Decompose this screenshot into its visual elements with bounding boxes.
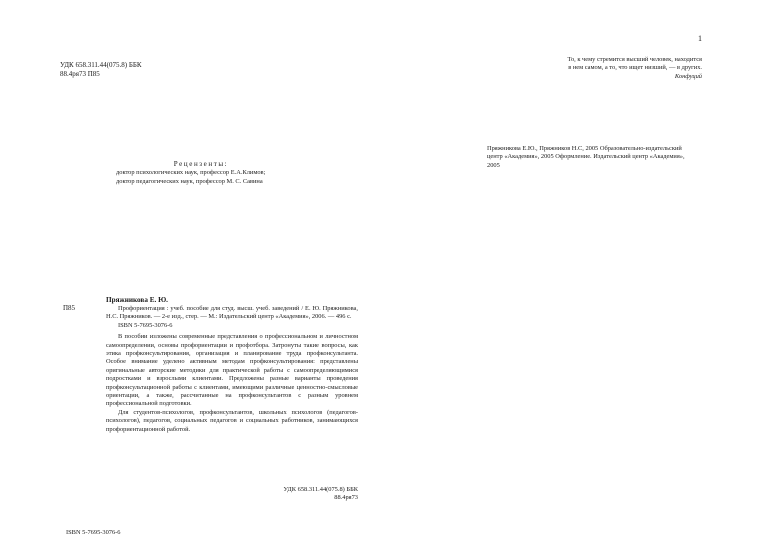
- epigraph-signature: Конфуций: [674, 72, 702, 80]
- card-author: Пряжникова Е. Ю.: [106, 296, 168, 304]
- reviewer-line: доктор психологических наук, профессор Е.А.Климов;: [116, 169, 266, 177]
- udk-header-line: 88.4ря73 П85: [60, 70, 100, 78]
- catalog-code: П85: [63, 304, 76, 312]
- udk-footer: [265, 486, 358, 503]
- catalog-card: [106, 296, 358, 434]
- udk-header: [60, 61, 142, 79]
- reviewer-line: доктор педагогических наук, профессор М. С. Савина: [116, 177, 263, 185]
- udk-footer-line: 88.4ря73: [334, 494, 358, 502]
- card-abstract: В пособии изложены современные представления о профессиональном и личностном самоопределении, основы профориентации и профотбора. Затронуты такие вопросы, как этика профконсультирования, организация и планирование труда профконсультанта. Особое внимание уделено активным методам профконсультирования: представлены оригинальные авторские методики для практической работы с самоопределяющимися подростками и взрослыми клиентами. Предложены разные варианты проведения профконсультационной работы с клиентами, имеющими различные ценностно-смысловые ориентации, а также, рассчитанные на профконсультантов с разным уровнем профессиональной подготовки.: [106, 333, 358, 408]
- udk-footer-line: УДК 658.311.44(075.8) ББК: [283, 486, 358, 493]
- card-isbn: ISBN 5-7695-3076-6: [118, 321, 173, 329]
- card-audience: Для студентов-психологов, профконсультантов, школьных психологов (педагогов-психологов), педагогов, социальных педагогов и социальных работников, занимающихся профориентационной работой.: [106, 408, 358, 433]
- udk-header-line: УДК 658.311.44(075.8) ББК: [60, 61, 142, 69]
- reviewers-block: [116, 160, 286, 186]
- page-number: 1: [698, 34, 702, 43]
- reviewers-heading: Рецензенты:: [173, 160, 229, 168]
- card-description: Профориентация : учеб. пособие для студ. высш. учеб. заведений / Е. Ю. Пряжникова, Н.С. Пряжников. — 2-е изд., стер. — М.: Издательский центр «Академия», 2006. — 496 с.: [106, 305, 358, 321]
- epigraph-line: То, к чему стремится высший человек, находится: [567, 56, 702, 63]
- epigraph-line: в нем самом, а то, что ищет низший, — в других.: [568, 64, 702, 72]
- copyright-notice: Пряжникова Е.Ю., Пряжников Н.С, 2005 Образовательно-издательский центр «Академия», 2005 Оформление. Издательский центр «Академия», 2005: [487, 145, 685, 169]
- epigraph: [496, 56, 702, 81]
- isbn-footer: ISBN 5-7695-3076-6: [66, 529, 121, 536]
